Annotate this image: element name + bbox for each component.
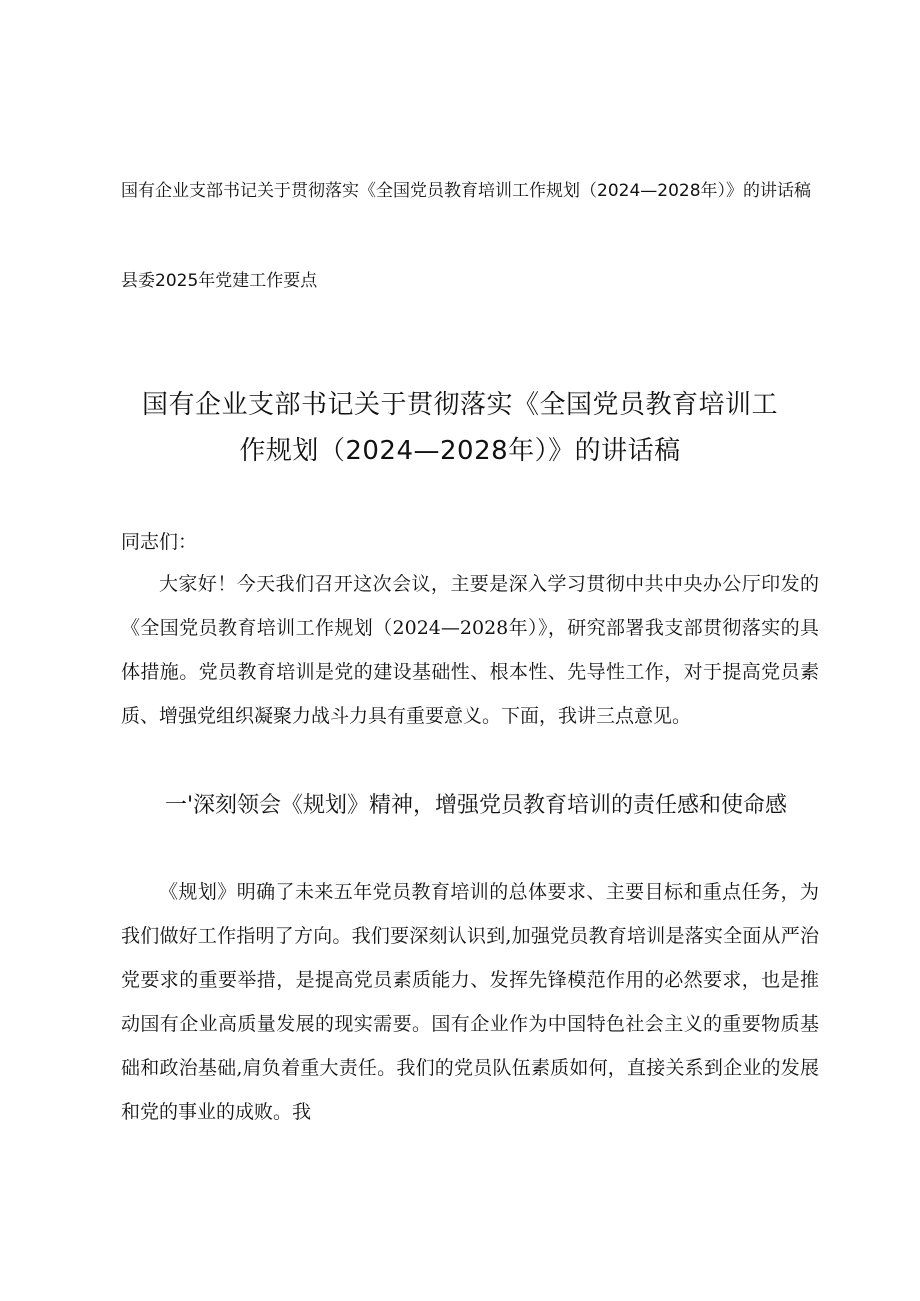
document-title: 国有企业支部书记关于贯彻落实《全国党员教育培训工作规划（2024—2028年）》的讲话稿 [141, 390, 778, 466]
section-1-paragraph: 《规划》明确了未来五年党员教育培训的总体要求、主要目标和重点任务，为我们做好工作指明了方向。我们要深刻认识到,加强党员教育培训是落实全面从严治党要求的重要举措，是提高党员素质能力、发挥先锋模范作用的必然要求，也是推动国有企业高质量发展的现实需要。国有企业作为中国特色社会主义的重要物质基础和政治基础,肩负着重大责任。我们的党员队伍素质如何，直接关系到企业的发展和党的事业的成败。我 [121, 881, 819, 1123]
toc-entry-speech: 国有企业支部书记关于贯彻落实《全国党员教育培训工作规划（2024—2028年）》的讲话稿 [121, 181, 812, 201]
section-1-heading: 一'深刻领会《规划》精神，增强党员教育培训的责任感和使命感 [165, 793, 788, 818]
toc-entry-county-work-points: 县委2025年党建工作要点 [121, 271, 318, 291]
salutation: 同志们： [121, 531, 198, 553]
intro-paragraph: 大家好！今天我们召开这次会议，主要是深入学习贯彻中共中央办公厅印发的《全国党员教育培训工作规划（2024—2028年）》，研究部署我支部贯彻落实的具体措施。党员教育培训是党的建设基础性、根本性、先导性工作，对于提高党员素质、增强党组织凝聚力战斗力具有重要意义。下面，我讲三点意见。 [121, 573, 819, 727]
